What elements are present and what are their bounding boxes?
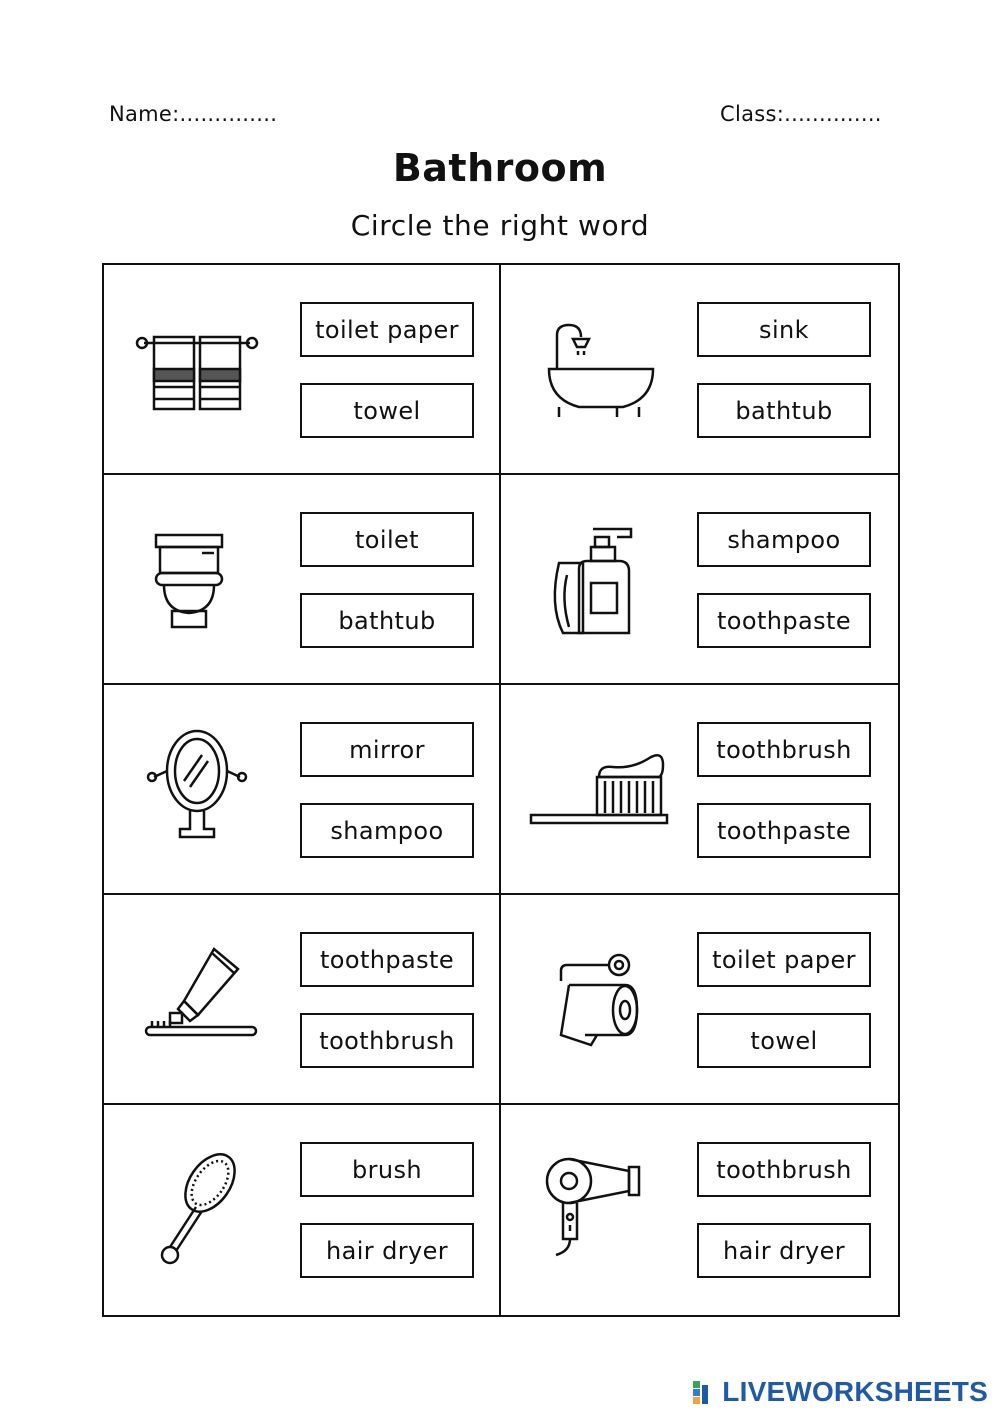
exercise-cell [501, 895, 898, 1105]
answer-option[interactable]: toothpaste [697, 593, 871, 648]
answer-option[interactable]: toothpaste [697, 803, 871, 858]
exercise-cell [501, 685, 898, 895]
exercise-cell [501, 265, 898, 475]
toilet-paper-icon [529, 935, 659, 1063]
toilet-icon [132, 515, 262, 643]
answer-option[interactable]: toothpaste [300, 932, 474, 987]
toothpaste-icon [132, 935, 262, 1063]
answer-option[interactable]: toilet paper [300, 302, 474, 357]
answer-option[interactable]: toilet paper [697, 932, 871, 987]
exercise-cell [104, 475, 501, 685]
answer-option[interactable]: towel [300, 383, 474, 438]
logo-text: LIVEWORKSHEETS [722, 1376, 988, 1407]
hairbrush-icon [132, 1145, 262, 1273]
answer-option[interactable]: hair dryer [300, 1223, 474, 1278]
answer-option[interactable]: toilet [300, 512, 474, 567]
answer-option[interactable]: towel [697, 1013, 871, 1068]
answer-option[interactable]: shampoo [300, 803, 474, 858]
answer-option[interactable]: bathtub [300, 593, 474, 648]
answer-option[interactable]: bathtub [697, 383, 871, 438]
toothbrush-icon [527, 725, 673, 853]
answer-option[interactable]: brush [300, 1142, 474, 1197]
class-field-label: Class:.............. [720, 102, 882, 126]
liveworksheets-logo [692, 1376, 988, 1408]
exercise-cell [501, 1105, 898, 1315]
answer-option[interactable]: toothbrush [697, 722, 871, 777]
page-title: Bathroom [392, 146, 608, 190]
name-field-label: Name:.............. [109, 102, 278, 126]
instruction-text: Circle the right word [350, 209, 650, 242]
answer-option[interactable]: sink [697, 302, 871, 357]
shampoo-icon [529, 515, 659, 643]
mirror-icon [132, 725, 262, 853]
exercise-cell [104, 685, 501, 895]
answer-option[interactable]: toothbrush [697, 1142, 871, 1197]
answer-option[interactable]: shampoo [697, 512, 871, 567]
exercise-cell [104, 265, 501, 475]
logo-mark-icon [692, 1379, 718, 1405]
answer-option[interactable]: mirror [300, 722, 474, 777]
bathtub-icon [529, 305, 659, 433]
exercise-cell [501, 475, 898, 685]
exercise-cell [104, 895, 501, 1105]
exercise-grid [102, 263, 900, 1317]
towel-icon [132, 305, 262, 433]
answer-option[interactable]: toothbrush [300, 1013, 474, 1068]
hair-dryer-icon [529, 1145, 659, 1273]
answer-option[interactable]: hair dryer [697, 1223, 871, 1278]
exercise-cell [104, 1105, 501, 1315]
